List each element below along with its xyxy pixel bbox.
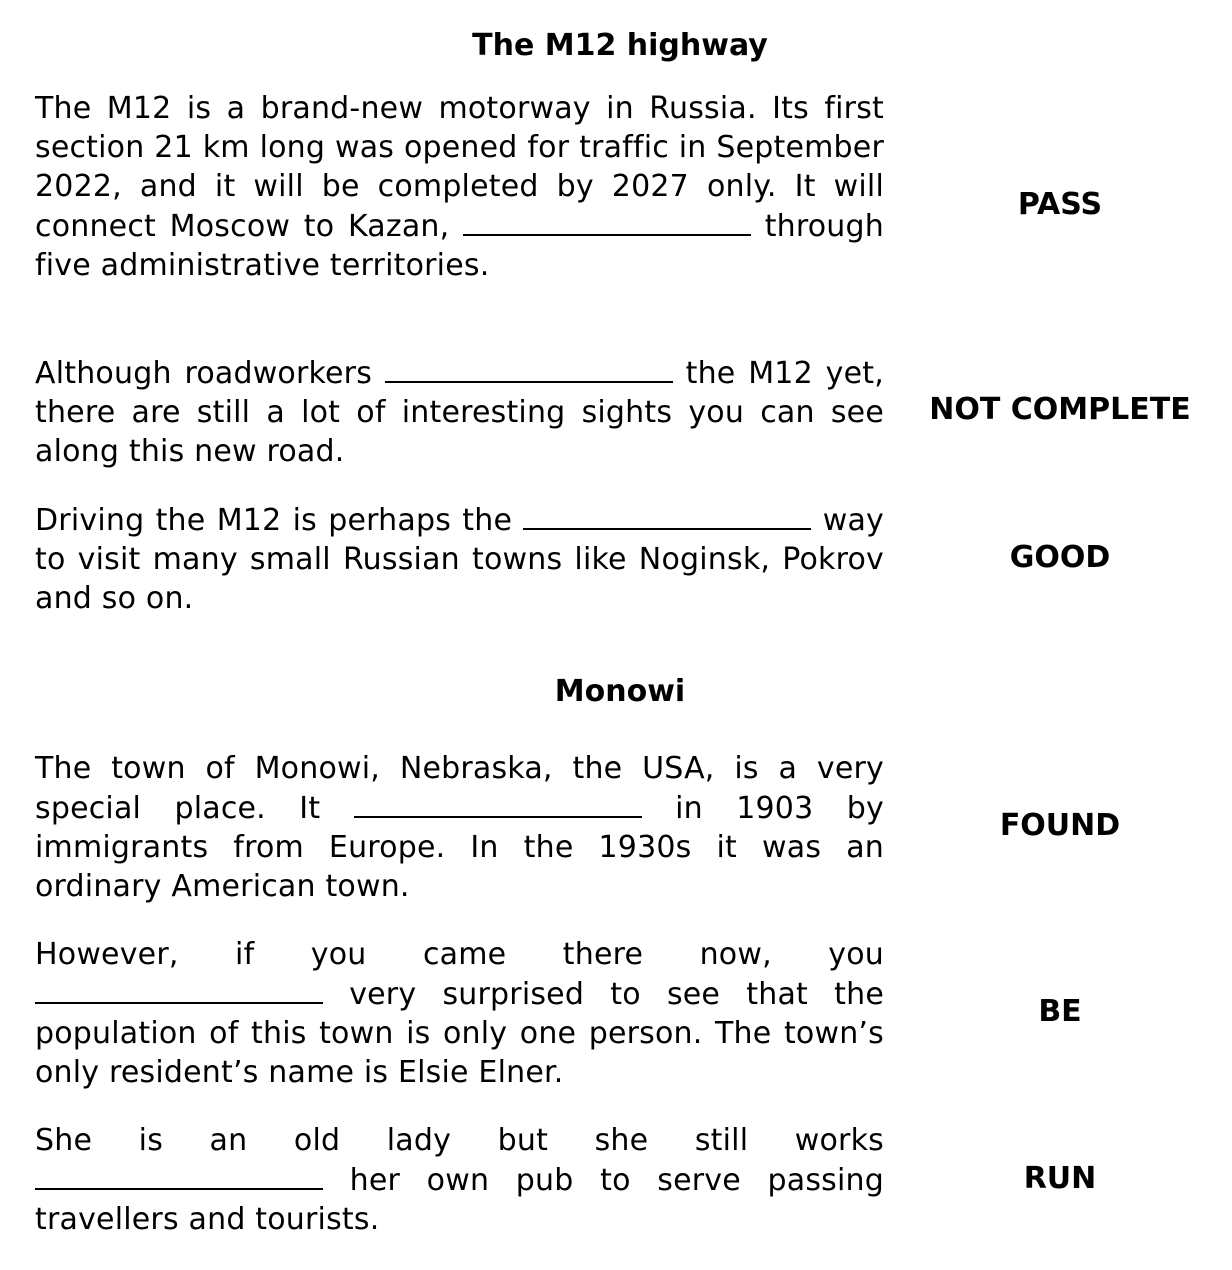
answer-blank[interactable] [354, 788, 642, 818]
section-title-m12: The M12 highway [472, 28, 768, 63]
paragraph-text: way to visit many small Russian towns like Noginsk, Pokrov and so on. [35, 503, 884, 616]
keyword-run: RUN [1023, 1161, 1097, 1196]
paragraph-text: in 1903 by immigrants from Europe. In the 1930s it was an ordinary American town. [35, 791, 884, 904]
keyword-good: GOOD [1009, 540, 1111, 575]
keyword-found: FOUND [999, 808, 1121, 843]
paragraph-text: The town of Monowi, Nebraska, the USA, is a very special place. It [35, 751, 884, 826]
answer-blank[interactable] [463, 206, 751, 236]
paragraph-m12-1 [35, 89, 884, 285]
paragraph-text: Driving the M12 is perhaps the [35, 503, 513, 538]
paragraph-text: She is an old lady but she still works [35, 1123, 884, 1158]
paragraph-monowi-3 [35, 1121, 884, 1239]
paragraph-text: through five administrative territories. [35, 209, 884, 283]
answer-blank[interactable] [523, 500, 811, 530]
paragraph-monowi-2 [35, 935, 884, 1092]
paragraph-m12-2 [35, 353, 884, 471]
answer-blank[interactable] [35, 1160, 323, 1190]
paragraph-text: The M12 is a brand-new motorway in Russia. Its first section 21 km long was opened for traffic in September 2022, and it will be completed by 2027 only. It will connect Moscow to Kazan, [35, 91, 884, 244]
keyword-not-complete: NOT COMPLETE [929, 392, 1191, 427]
keyword-pass: PASS [1017, 187, 1103, 222]
paragraph-m12-3 [35, 500, 884, 618]
paragraph-text: very surprised to see that the population of this town is only one person. The town’s only resident’s name is Elsie Elner. [35, 977, 884, 1090]
section-title-monowi: Monowi [554, 674, 686, 709]
answer-blank[interactable] [385, 353, 673, 383]
paragraph-text: Although roadworkers [35, 356, 373, 391]
paragraph-text: the M12 yet, there are still a lot of interesting sights you can see along this new road. [35, 356, 884, 469]
keyword-be: BE [1038, 994, 1082, 1029]
paragraph-text: However, if you came there now, you [35, 937, 884, 972]
paragraph-text: her own pub to serve passing travellers and tourists. [35, 1163, 884, 1237]
answer-blank[interactable] [35, 974, 323, 1004]
paragraph-monowi-1 [35, 749, 884, 906]
